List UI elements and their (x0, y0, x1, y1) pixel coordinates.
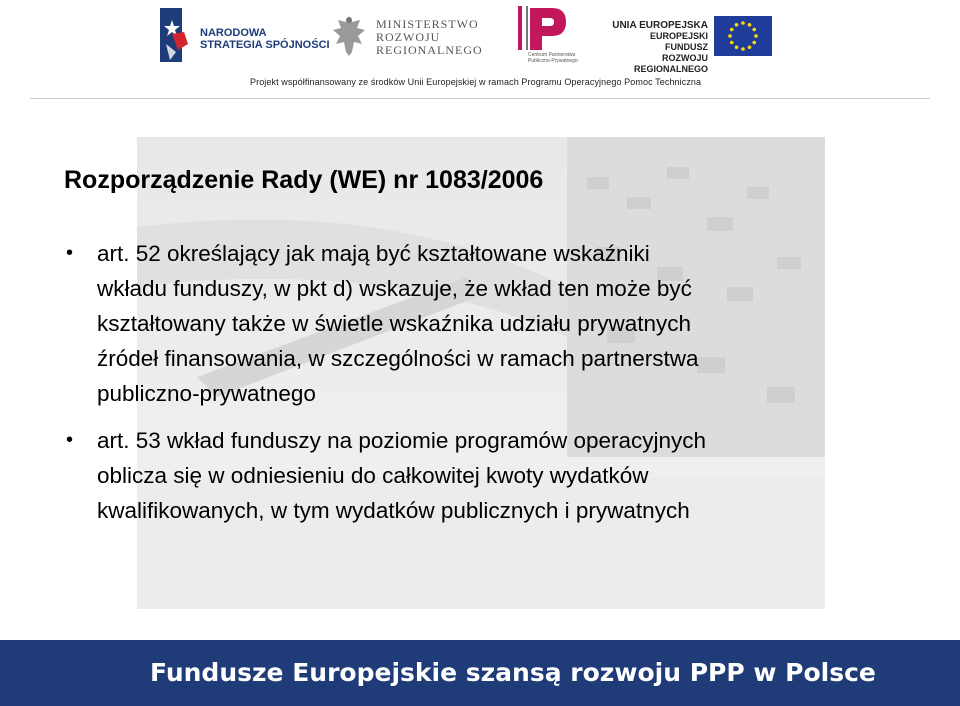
bullet-line: • art. 52 określający jak mają być kształtowane wskaźniki (97, 241, 650, 266)
bullet-art-53 (60, 423, 900, 528)
mrr-line3: REGIONALNEGO (376, 43, 483, 57)
bullet-line: • art. 53 wkład funduszy na poziomie programów operacyjnych (97, 428, 707, 453)
bullet-line: wkładu funduszy, w pkt d) wskazuje, że wkład ten może być (97, 276, 692, 301)
bullet-line: oblicza się w odniesieniu do całkowitej kwoty wydatków (97, 463, 649, 488)
ue-logo-text (612, 20, 708, 75)
footer-text: Fundusze Europejskie szansą rozwoju PPP w Polsce (150, 658, 876, 687)
bullet-list (60, 236, 900, 540)
mrr-line1: MINISTERSTWO (376, 17, 479, 31)
ppp-line1: Centrum Partnerstwa (528, 52, 576, 58)
eagle-emblem-icon (330, 12, 368, 60)
eu-flag-icon (714, 16, 772, 56)
bullet-line: kwalifikowanych, w tym wydatków publicznych i prywatnych (97, 498, 690, 523)
mrr-line2: ROZWOJU (376, 30, 441, 44)
nss-logo-text (200, 27, 330, 51)
mrr-logo-text (376, 18, 483, 57)
bullet-art-52 (60, 236, 900, 411)
nss-line2: STRATEGIA SPÓJNOŚCI (200, 39, 330, 51)
ue-line2: EUROPEJSKI FUNDUSZ (649, 31, 708, 52)
ppp-logo-text (528, 52, 578, 64)
slide-title: Rozporządzenie Rady (WE) nr 1083/2006 (64, 166, 544, 194)
header-divider (30, 98, 930, 99)
nss-star-icon (160, 8, 190, 62)
ppp-line2: Publiczno-Prywatnego (528, 58, 578, 64)
footer-banner (0, 640, 960, 706)
bullet-line: źródeł finansowania, w szczególności w ramach partnerstwa (97, 346, 699, 371)
ue-line3: ROZWOJU REGIONALNEGO (633, 53, 708, 74)
bullet-line: kształtowany także w świetle wskaźnika udziału prywatnych (97, 311, 691, 336)
nss-line1: NARODOWA (200, 27, 267, 39)
bullet-line: publiczno-prywatnego (97, 381, 316, 406)
project-subtitle: Projekt współfinansowany ze środków Unii Europejskiej w ramach Programu Operacyjnego Pomoc Techniczna (250, 77, 702, 87)
ue-line1: UNIA EUROPEJSKA (612, 20, 708, 31)
